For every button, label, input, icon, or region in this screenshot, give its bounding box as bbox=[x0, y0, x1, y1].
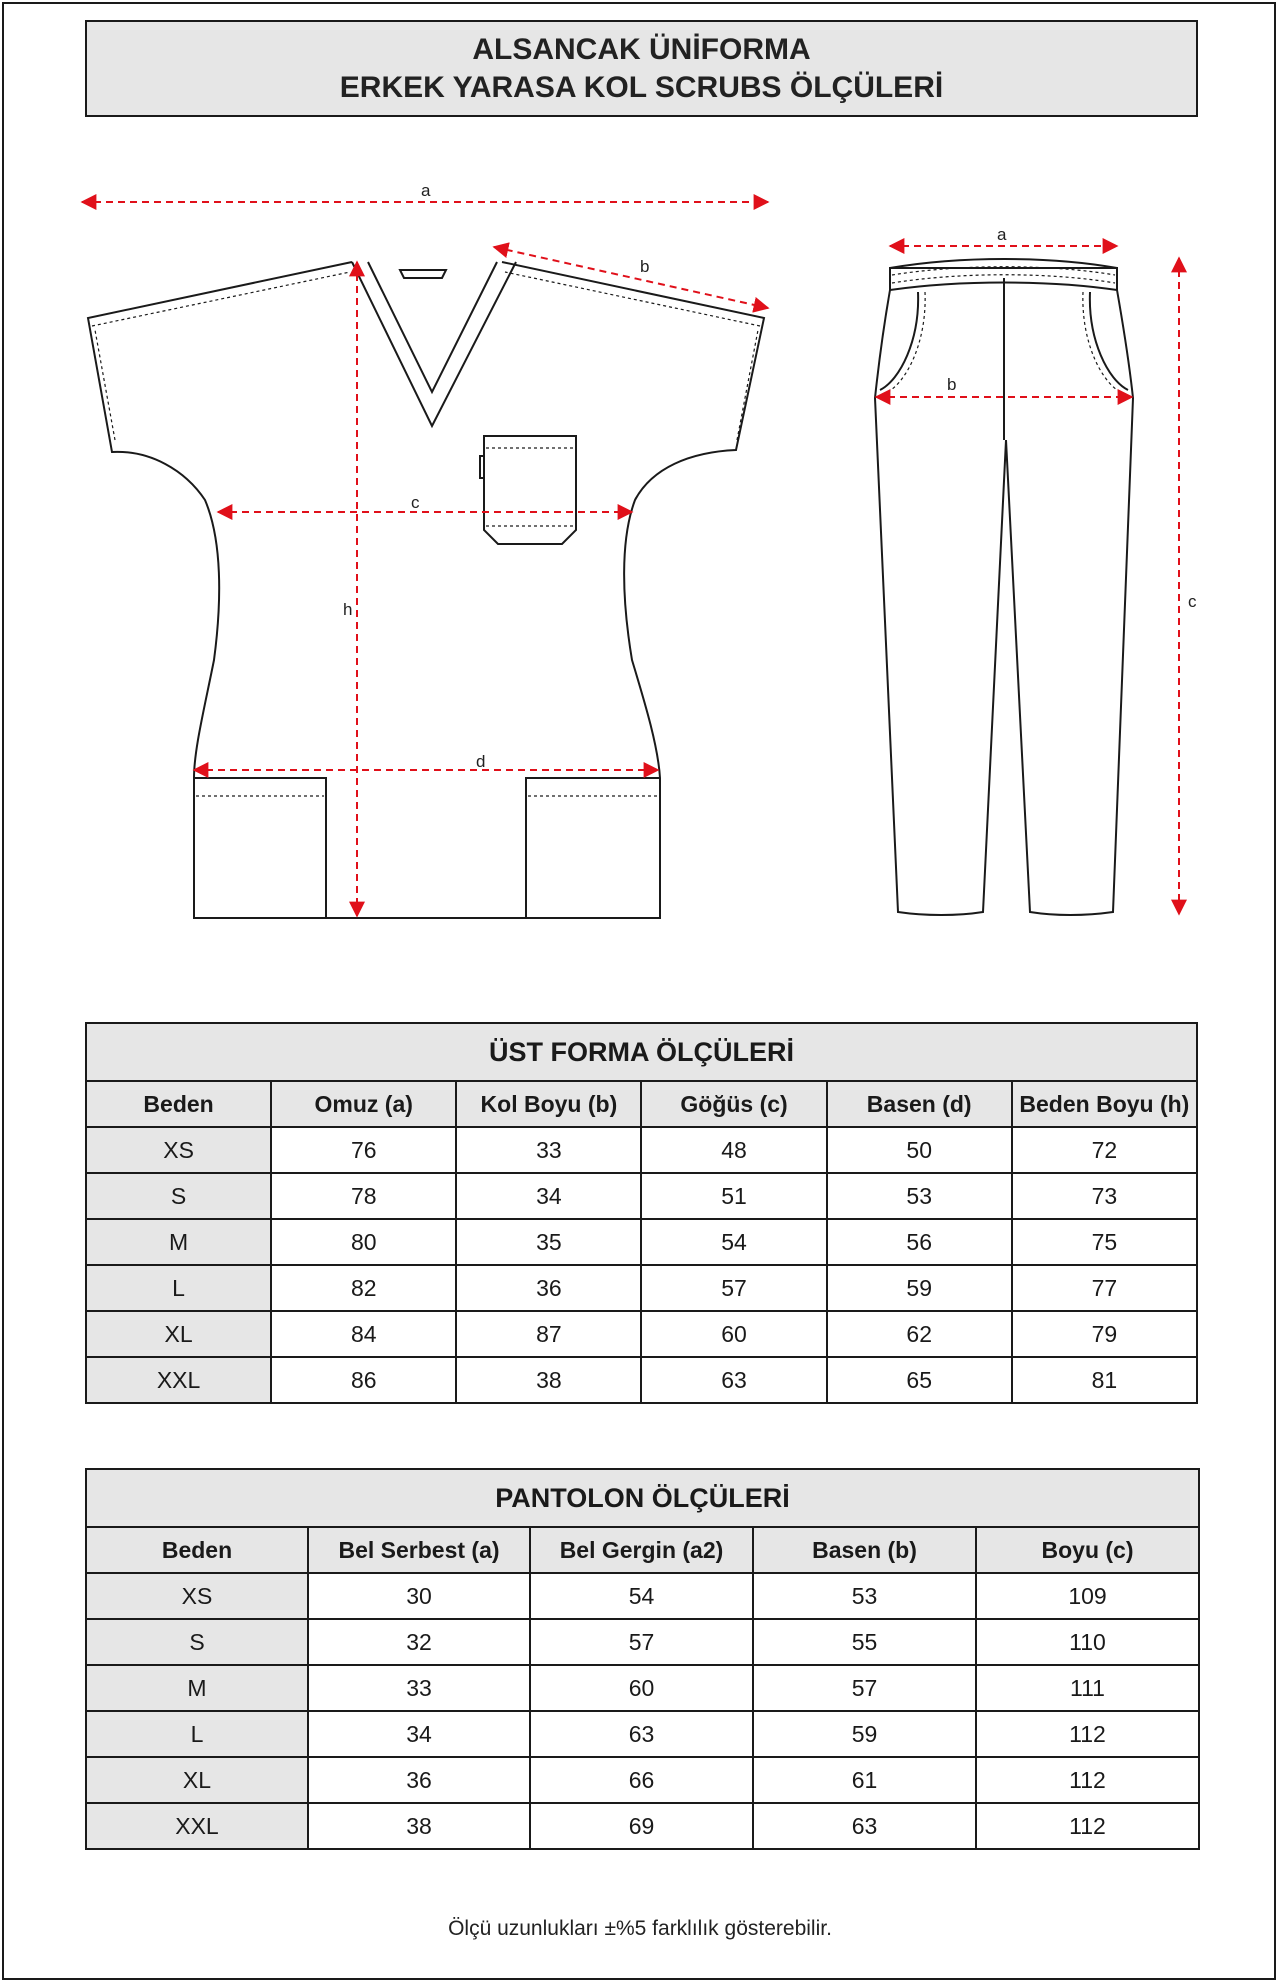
value-cell: 63 bbox=[753, 1803, 976, 1849]
label-top-a: a bbox=[421, 181, 431, 200]
value-cell: 80 bbox=[271, 1219, 456, 1265]
scrub-top-measurements bbox=[82, 202, 768, 916]
value-cell: 79 bbox=[1012, 1311, 1197, 1357]
title-line-2: ERKEK YARASA KOL SCRUBS ÖLÇÜLERİ bbox=[339, 70, 944, 104]
value-cell: 34 bbox=[456, 1173, 641, 1219]
scrub-top-neck-tag bbox=[400, 270, 446, 278]
size-cell: M bbox=[86, 1219, 271, 1265]
size-cell: XL bbox=[86, 1311, 271, 1357]
value-cell: 48 bbox=[641, 1127, 826, 1173]
value-cell: 54 bbox=[530, 1573, 753, 1619]
value-cell: 112 bbox=[976, 1757, 1199, 1803]
value-cell: 66 bbox=[530, 1757, 753, 1803]
top-header-cell: Omuz (a) bbox=[271, 1081, 456, 1127]
top-header-cell: Beden bbox=[86, 1081, 271, 1127]
pants-header-cell: Boyu (c) bbox=[976, 1527, 1199, 1573]
table-row bbox=[86, 1803, 1199, 1849]
scrub-top-neckline bbox=[352, 262, 516, 426]
value-cell: 61 bbox=[753, 1757, 976, 1803]
scrub-top-left-pocket bbox=[194, 778, 326, 918]
size-cell: S bbox=[86, 1619, 308, 1665]
tolerance-footnote: Ölçü uzunlukları ±%5 farklılık gösterebilir. bbox=[448, 1917, 832, 1940]
label-top-c: c bbox=[411, 493, 420, 512]
scrub-top-sleeve-stitch-left bbox=[92, 272, 350, 440]
size-cell: XXL bbox=[86, 1803, 308, 1849]
value-cell: 32 bbox=[308, 1619, 530, 1665]
table-row bbox=[86, 1311, 1197, 1357]
scrub-top-chest-pocket-stitch bbox=[486, 448, 574, 526]
value-cell: 30 bbox=[308, 1573, 530, 1619]
value-cell: 87 bbox=[456, 1311, 641, 1357]
label-pants-c: c bbox=[1188, 592, 1197, 611]
pants-table-header-row bbox=[86, 1527, 1199, 1573]
table-row bbox=[86, 1219, 1197, 1265]
size-cell: XS bbox=[86, 1127, 271, 1173]
value-cell: 60 bbox=[641, 1311, 826, 1357]
garment-diagram bbox=[0, 0, 1280, 940]
top-table-header-row bbox=[86, 1081, 1197, 1127]
value-cell: 53 bbox=[753, 1573, 976, 1619]
value-cell: 65 bbox=[827, 1357, 1012, 1403]
value-cell: 73 bbox=[1012, 1173, 1197, 1219]
top-size-table bbox=[85, 1022, 1198, 1404]
value-cell: 33 bbox=[456, 1127, 641, 1173]
size-cell: XS bbox=[86, 1573, 308, 1619]
value-cell: 86 bbox=[271, 1357, 456, 1403]
table-row bbox=[86, 1173, 1197, 1219]
value-cell: 57 bbox=[753, 1665, 976, 1711]
value-cell: 60 bbox=[530, 1665, 753, 1711]
title-line-1: ALSANCAK ÜNİFORMA bbox=[472, 32, 811, 66]
value-cell: 69 bbox=[530, 1803, 753, 1849]
scrub-top-outline bbox=[88, 262, 764, 918]
size-cell: XL bbox=[86, 1757, 308, 1803]
value-cell: 110 bbox=[976, 1619, 1199, 1665]
value-cell: 112 bbox=[976, 1803, 1199, 1849]
table-row bbox=[86, 1711, 1199, 1757]
value-cell: 62 bbox=[827, 1311, 1012, 1357]
size-cell: XXL bbox=[86, 1357, 271, 1403]
value-cell: 111 bbox=[976, 1665, 1199, 1711]
label-top-h: h bbox=[343, 600, 353, 619]
value-cell: 53 bbox=[827, 1173, 1012, 1219]
table-row bbox=[86, 1265, 1197, 1311]
pants-drawing bbox=[875, 259, 1133, 915]
value-cell: 34 bbox=[308, 1711, 530, 1757]
value-cell: 54 bbox=[641, 1219, 826, 1265]
scrub-top-chest-pocket bbox=[480, 436, 576, 544]
pants-header-cell: Basen (b) bbox=[753, 1527, 976, 1573]
value-cell: 76 bbox=[271, 1127, 456, 1173]
pants-header-cell: Bel Serbest (a) bbox=[308, 1527, 530, 1573]
value-cell: 81 bbox=[1012, 1357, 1197, 1403]
size-cell: L bbox=[86, 1711, 308, 1757]
pants-measurements bbox=[876, 246, 1179, 914]
value-cell: 35 bbox=[456, 1219, 641, 1265]
value-cell: 38 bbox=[308, 1803, 530, 1849]
table-row bbox=[86, 1573, 1199, 1619]
value-cell: 55 bbox=[753, 1619, 976, 1665]
measure-line-b bbox=[494, 247, 768, 308]
top-header-cell: Basen (d) bbox=[827, 1081, 1012, 1127]
table-row bbox=[86, 1665, 1199, 1711]
size-cell: L bbox=[86, 1265, 271, 1311]
table-row bbox=[86, 1357, 1197, 1403]
scrub-top-right-pocket bbox=[526, 778, 660, 918]
value-cell: 36 bbox=[456, 1265, 641, 1311]
top-header-cell: Kol Boyu (b) bbox=[456, 1081, 641, 1127]
value-cell: 75 bbox=[1012, 1219, 1197, 1265]
pants-header-cell: Bel Gergin (a2) bbox=[530, 1527, 753, 1573]
value-cell: 78 bbox=[271, 1173, 456, 1219]
table-row bbox=[86, 1619, 1199, 1665]
scrub-top-drawing bbox=[88, 262, 764, 918]
table-row bbox=[86, 1127, 1197, 1173]
size-cell: S bbox=[86, 1173, 271, 1219]
value-cell: 109 bbox=[976, 1573, 1199, 1619]
value-cell: 59 bbox=[753, 1711, 976, 1757]
value-cell: 112 bbox=[976, 1711, 1199, 1757]
label-pants-a: a bbox=[997, 225, 1007, 244]
label-top-b: b bbox=[640, 257, 650, 276]
pants-table-caption: PANTOLON ÖLÇÜLERİ bbox=[86, 1469, 1199, 1527]
table-row bbox=[86, 1757, 1199, 1803]
value-cell: 51 bbox=[641, 1173, 826, 1219]
size-cell: M bbox=[86, 1665, 308, 1711]
top-header-cell: Göğüs (c) bbox=[641, 1081, 826, 1127]
value-cell: 57 bbox=[641, 1265, 826, 1311]
top-table-caption: ÜST FORMA ÖLÇÜLERİ bbox=[86, 1023, 1197, 1081]
value-cell: 77 bbox=[1012, 1265, 1197, 1311]
value-cell: 82 bbox=[271, 1265, 456, 1311]
value-cell: 63 bbox=[641, 1357, 826, 1403]
value-cell: 57 bbox=[530, 1619, 753, 1665]
pants-right-pocket bbox=[1090, 292, 1128, 390]
value-cell: 36 bbox=[308, 1757, 530, 1803]
value-cell: 84 bbox=[271, 1311, 456, 1357]
top-header-cell: Beden Boyu (h) bbox=[1012, 1081, 1197, 1127]
label-pants-b: b bbox=[947, 375, 957, 394]
pants-size-table bbox=[85, 1468, 1200, 1850]
pants-left-pocket bbox=[880, 292, 918, 390]
label-top-d: d bbox=[476, 752, 486, 771]
value-cell: 38 bbox=[456, 1357, 641, 1403]
value-cell: 59 bbox=[827, 1265, 1012, 1311]
value-cell: 33 bbox=[308, 1665, 530, 1711]
value-cell: 72 bbox=[1012, 1127, 1197, 1173]
value-cell: 63 bbox=[530, 1711, 753, 1757]
value-cell: 50 bbox=[827, 1127, 1012, 1173]
pants-header-cell: Beden bbox=[86, 1527, 308, 1573]
value-cell: 56 bbox=[827, 1219, 1012, 1265]
